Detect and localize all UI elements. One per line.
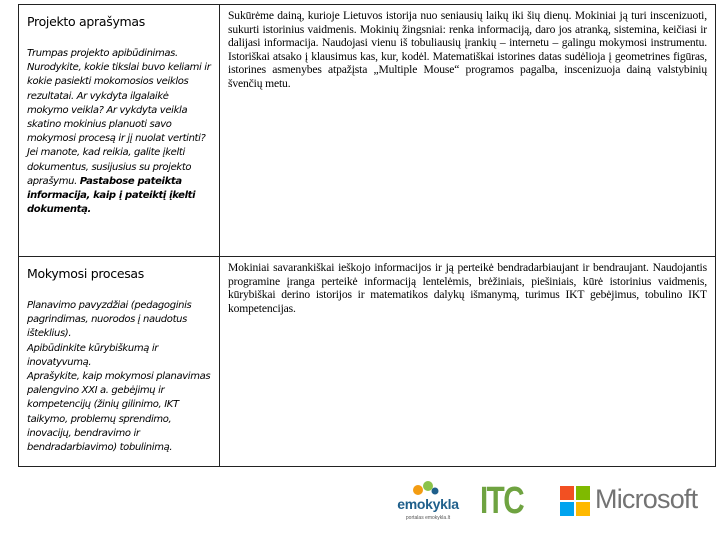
footer-logos [380, 478, 720, 528]
process-hint: Planavimo pavyzdžiai (pedagoginis pagrindimas, nuorodos į naudotus išteklius). Apibūdinkite kūrybiškumą ir inovatyvumą. Aprašykite, kaip mokymosi planavimas palengvino XXI a. gebėjimų ir kompetencijų (žinių gilinimo, IKT taikymo, problemų sprendimo, inovacijų, bendravimo ir bendradarbiavimo) tobulinimą. [27, 300, 211, 454]
description-content-cell [220, 5, 715, 95]
project-table [18, 4, 716, 467]
microsoft-wordmark: Microsoft [595, 484, 698, 514]
process-heading: Mokymosi procesas [27, 266, 145, 281]
process-label-cell [19, 257, 219, 460]
description-label-cell [19, 5, 219, 222]
itc-logo: ITC [480, 480, 524, 522]
microsoft-logo-icon [560, 486, 590, 516]
process-content-cell [220, 257, 715, 319]
description-hint-text: Trumpas projekto apibūdinimas. Nurodykite, kokie tikslai buvo keliami ir kokie pasiekti mokomosios veiklos rezultatai. Ar vykdyta ilgalaikė mokymo veikla? Ar vykdyta veikla skatino mokinius planuoti savo mokymosi procesą ir jį nuolat vertinti? Jei manote, kad reikia, galite įkelti dokumentus, susijusius su projekto aprašymu. [27, 48, 211, 187]
process-body: Mokiniai savarankiškai ieškojo informacijos ir ją perteikė bendradarbiaujant ir bendraujant. Naudojantis programine įranga perteikė informaciją lentelėmis, brėžiniais, piešiniais, kūrė istorinius vaidmenis, kūrybiškai derino istorijos ir matematikos dalykų išmanymą, turimus IKT gebėjimus, tobulino IKT kompetencijas. [228, 261, 707, 315]
emokykla-logo [388, 480, 468, 526]
emokykla-dots-icon [410, 480, 440, 496]
emokykla-subtitle: portalas emokykla.lt [405, 515, 451, 521]
description-hint [27, 47, 211, 217]
description-heading: Projekto aprašymas [27, 14, 146, 29]
description-hint-bold: Pastabose pateikta informacija, kaip į pateiktį įkelti dokumentą. [27, 175, 196, 216]
description-body: Sukūrėme dainą, kurioje Lietuvos istorija nuo seniausių laikų iki šių dienų. Mokiniai ją turi inscenizuoti, sukurti istorinius vaidmenis. Mokinių žingsniai: renka informaciją, daro jos atranką, sisteminа, keičiasi ir dalijasi informacija. Naudojasi vienu iš tobuliausių įrankių – internetu – galingu mokymosi instrumentu. Istoriškai atsako į klausimus kas, kur, kodėl. Matematiškai istorines datas sudėlioja į geometrines figūras, istorines asmenybes atpažįsta „Multiple Mouse“ programos pagalba, inscenizuoja dainą valstybinių švenčių metu. [228, 9, 707, 90]
emokykla-wordmark: emokykla [397, 496, 459, 512]
